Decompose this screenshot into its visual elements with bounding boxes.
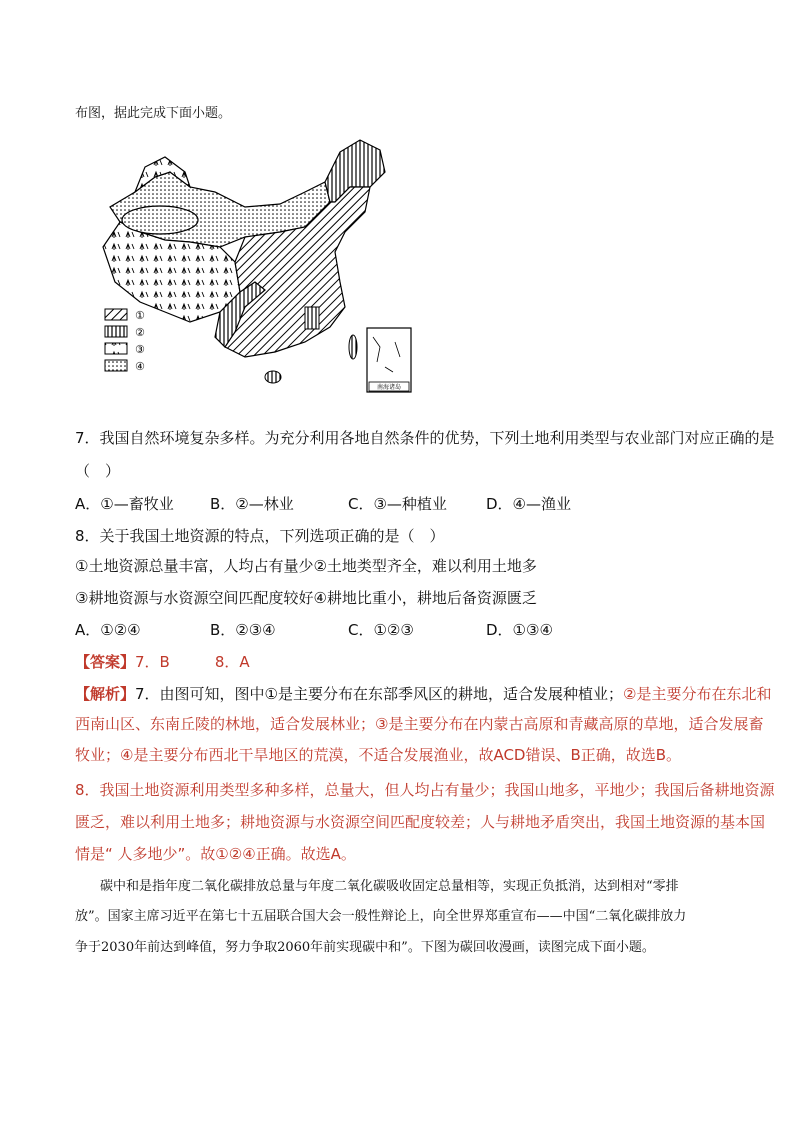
q7-option-a[interactable]: A．①—畜牧业 bbox=[75, 495, 174, 513]
q8-option-d[interactable]: D．①③④ bbox=[486, 621, 553, 639]
intro-line: 布图，据此完成下面小题。 bbox=[75, 106, 232, 121]
q7-stem: 7．我国自然环境复杂多样。为充分利用各地自然条件的优势，下列土地利用类型与农业部门对应正确的是 bbox=[75, 429, 775, 447]
q8-items-line1: ①土地资源总量丰富，人均占有量少②土地类型齐全，难以利用土地多 bbox=[75, 557, 537, 575]
analysis-q8-line3: 情是“ 人多地少”。故①②④正确。故选A。 bbox=[75, 845, 356, 863]
answer-line bbox=[75, 652, 250, 672]
tarim-basin bbox=[122, 206, 198, 234]
answer-text: 7．B 8．A bbox=[135, 653, 250, 671]
q8-option-a[interactable]: A．①②④ bbox=[75, 621, 141, 639]
region-forest-southeast bbox=[305, 307, 319, 329]
inset-label: 南海诸岛 bbox=[376, 384, 402, 391]
analysis-q7-part2: ②是主要分布在东北和 bbox=[623, 685, 772, 703]
analysis-line1 bbox=[75, 684, 771, 704]
q8-stem: 8．关于我国土地资源的特点，下列选项正确的是（ ） bbox=[75, 527, 445, 545]
analysis-q8-line1: 8．我国土地资源利用类型多种多样，总量大，但人均占有量少；我国山地多，平地少；我国后备耕地资源 bbox=[75, 781, 775, 799]
analysis-q7-line2: 西南山区、东南丘陵的林地，适合发展林业；③是主要分布在内蒙古高原和青藏高原的草地，适合发展畜 bbox=[75, 715, 764, 733]
analysis-q8-line2: 匮乏，难以利用土地多；耕地资源与水资源空间匹配度较差；人与耕地矛盾突出，我国土地资源的基本国 bbox=[75, 813, 766, 831]
analysis-q7-line3: 牧业；④是主要分布西北干旱地区的荒漠，不适合发展渔业，故ACD错误、B正确，故选B。 bbox=[75, 746, 682, 764]
q8-option-b[interactable]: B．②③④ bbox=[210, 621, 276, 639]
q7-option-b[interactable]: B．②—林业 bbox=[210, 495, 294, 513]
passage-line3: 争于2030年前达到峰值，努力争取2060年前实现碳中和”。下图为碳回收漫画，读图完成下面小题。 bbox=[75, 940, 655, 955]
legend-label-1: ① bbox=[135, 309, 145, 322]
analysis-q7-part1: 7．由图可知，图中①是主要分布在东部季风区的耕地，适合发展种植业； bbox=[135, 685, 624, 703]
passage-line2: 放”。国家主席习近平在第七十五届联合国大会一般性辩论上，向全世界郑重宣布——中国“二氧化碳排放力 bbox=[75, 909, 687, 924]
china-land-use-map bbox=[95, 132, 415, 397]
q8-option-c[interactable]: C．①②③ bbox=[348, 621, 414, 639]
legend-label-2: ② bbox=[135, 326, 145, 339]
q8-items-line2: ③耕地资源与水资源空间匹配度较好④耕地比重小，耕地后备资源匮乏 bbox=[75, 589, 537, 607]
analysis-label: 【解析】 bbox=[75, 685, 136, 703]
taiwan-island bbox=[349, 335, 357, 359]
answer-label: 【答案】 bbox=[75, 653, 136, 671]
q7-option-c[interactable]: C．③—种植业 bbox=[348, 495, 447, 513]
legend-label-3: ③ bbox=[135, 343, 145, 356]
south-china-sea-inset bbox=[367, 328, 411, 392]
hainan-island bbox=[265, 371, 281, 383]
passage-line1: 碳中和是指年度二氧化碳排放总量与年度二氧化碳吸收固定总量相等，实现正负抵消，达到相对“零排 bbox=[100, 879, 679, 894]
legend-label-4: ④ bbox=[135, 360, 145, 373]
map-legend bbox=[105, 309, 145, 373]
q7-paren: （ ） bbox=[75, 462, 121, 480]
q7-option-d[interactable]: D．④—渔业 bbox=[486, 495, 571, 513]
